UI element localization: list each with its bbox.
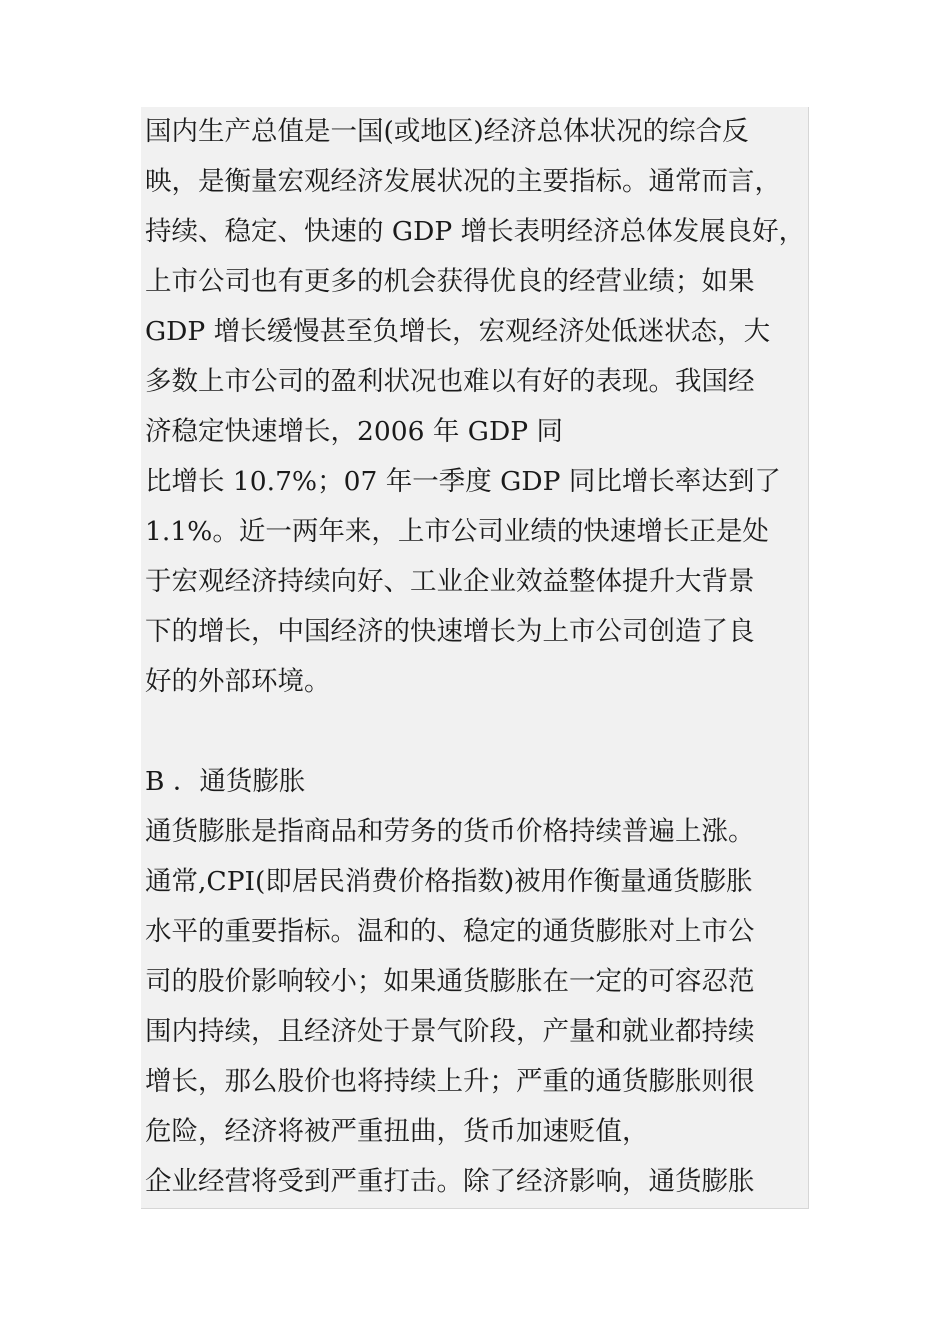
text-line: 国内生产总值是一国(或地区)经济总体状况的综合反: [145, 116, 749, 147]
section-heading-inflation: B ．通货膨胀: [145, 766, 306, 797]
text-line: 企业经营将受到严重打击。除了经济影响，通货膨胀: [145, 1166, 755, 1197]
text-line: 增长，那么股价也将持续上升；严重的通货膨胀则很: [145, 1066, 755, 1097]
text-line: 围内持续，且经济处于景气阶段，产量和就业都持续: [145, 1016, 755, 1047]
text-line: 上市公司也有更多的机会获得优良的经营业绩；如果: [145, 266, 755, 297]
text-line: 1.1%。近一两年来，上市公司业绩的快速增长正是处: [145, 516, 769, 547]
text-line: 济稳定快速增长，2006 年 GDP 同: [145, 416, 563, 447]
text-line: 于宏观经济持续向好、工业企业效益整体提升大背景: [145, 566, 755, 597]
paragraph-gdp: [145, 107, 808, 707]
text-line: 好的外部环境。: [145, 666, 331, 697]
text-line: GDP 增长缓慢甚至负增长，宏观经济处低迷状态，大: [145, 316, 771, 347]
text-line: 司的股价影响较小；如果通货膨胀在一定的可容忍范: [145, 966, 755, 997]
text-line: 通常,CPI(即居民消费价格指数)被用作衡量通货膨胀: [145, 866, 753, 897]
paragraph-inflation: [145, 807, 808, 1207]
paragraph-gap: [145, 707, 808, 757]
text-line: 危险，经济将被严重扭曲，货币加速贬值，: [145, 1116, 649, 1147]
text-line: 多数上市公司的盈利状况也难以有好的表现。我国经: [145, 366, 755, 397]
text-line: 下的增长，中国经济的快速增长为上市公司创造了良: [145, 616, 755, 647]
text-line: 水平的重要指标。温和的、稳定的通货膨胀对上市公: [145, 916, 755, 947]
text-line: 通货膨胀是指商品和劳务的货币价格持续普遍上涨。: [145, 816, 755, 847]
text-line: 映，是衡量宏观经济发展状况的主要指标。通常而言，: [145, 166, 781, 197]
text-content-box: [141, 107, 809, 1209]
text-line: 持续、稳定、快速的 GDP 增长表明经济总体发展良好，: [145, 216, 806, 247]
text-line: 比增长 10.7%；07 年一季度 GDP 同比增长率达到了: [145, 466, 781, 497]
